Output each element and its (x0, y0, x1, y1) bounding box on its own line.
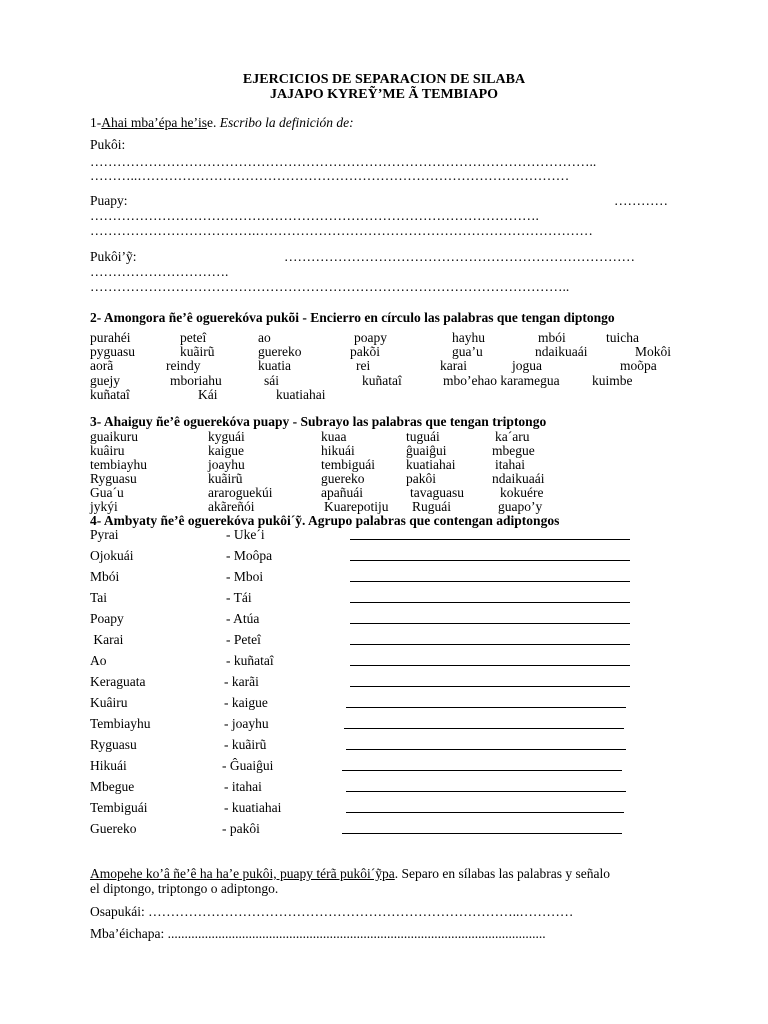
q5-field (90, 926, 546, 942)
q1-heading-guarani-tail: e. (206, 115, 217, 130)
q3-word[interactable]: pakôi (406, 471, 436, 486)
q4-right-word: - kaigue (224, 695, 268, 710)
q4-answer-line[interactable] (346, 812, 624, 813)
q4-left-word: Kuâiru (90, 695, 128, 710)
q5-field-label: Mba’éichapa: (90, 926, 165, 941)
q2-word[interactable]: rei (356, 358, 371, 373)
q4-answer-line[interactable] (344, 728, 624, 729)
q2-word[interactable]: guereko (258, 344, 302, 359)
q3-word[interactable]: kuâiru (90, 443, 125, 458)
q2-word[interactable]: peteî (180, 330, 207, 345)
q3-word[interactable]: akãreñói (208, 499, 255, 514)
q4-right-word: - Mboi (226, 569, 264, 584)
q3-word[interactable]: Ruguái (412, 499, 451, 514)
q4-answer-line[interactable] (350, 644, 630, 645)
q3-word[interactable]: Kuarepotiju (324, 499, 389, 514)
q4-left-word: Hikuái (90, 758, 127, 773)
q5-intro-line2: el diptongo, triptongo o adiptongo. (90, 881, 279, 896)
q4-left-word: Guereko (90, 821, 137, 836)
q2-word[interactable]: aorã (90, 358, 114, 373)
q2-word[interactable]: karai (440, 358, 467, 373)
page-title: EJERCICIOS DE SEPARACION DE SILABA (242, 72, 526, 87)
q3-word[interactable]: itahai (495, 457, 525, 472)
q4-right-word: - Atúa (226, 611, 260, 626)
q1-answer-line[interactable]: ……………………………….………………………………………………………………… (90, 223, 593, 238)
q3-word[interactable]: mbegue (492, 443, 535, 458)
q3-word[interactable]: guaikuru (90, 429, 138, 444)
q1-answer-line[interactable]: ………..…………………………………………………………………………………… (90, 168, 570, 183)
q2-word[interactable]: kuatiahai (276, 387, 326, 402)
q4-answer-line[interactable] (350, 539, 630, 540)
q4-right-word: - Uke´i (226, 527, 265, 542)
q4-answer-line[interactable] (350, 581, 630, 582)
q3-word[interactable]: ĝuaiĝui (406, 443, 447, 458)
q1-answer-line[interactable]: ………… (614, 193, 668, 208)
page-subtitle: JAJAPO KYREỸ’ME Ã TEMBIAPO (269, 87, 499, 102)
q3-word[interactable]: apañuái (321, 485, 363, 500)
q2-word[interactable]: jogua (512, 358, 542, 373)
q4-answer-line[interactable] (350, 560, 630, 561)
q4-answer-line[interactable] (346, 707, 626, 708)
q5-field (90, 904, 573, 920)
q2-word[interactable]: Kái (198, 387, 218, 402)
q2-word[interactable]: kuimbe (592, 373, 633, 388)
q4-right-word: - Moôpa (226, 548, 273, 563)
q4-right-word: - pakôi (222, 821, 260, 836)
q2-word[interactable]: mboriahu (170, 373, 222, 388)
q2-word[interactable]: gua’u (452, 344, 483, 359)
q1-answer-line[interactable]: …………………………………………………………………… (284, 249, 635, 264)
q3-word[interactable]: kyguái (208, 429, 245, 444)
q2-word[interactable]: kuñataî (90, 387, 130, 402)
q4-left-word: Karai (90, 632, 124, 647)
q2-word[interactable]: moõpa (620, 358, 657, 373)
q4-answer-line[interactable] (350, 665, 630, 666)
q1-heading-spanish: Escribo la definición de: (219, 115, 354, 130)
q3-word[interactable]: kuaa (321, 429, 347, 444)
q4-left-word: Keraguata (90, 674, 146, 689)
q5-field-label: Osapukái: (90, 904, 145, 919)
q3-word[interactable]: joayhu (208, 457, 245, 472)
q4-answer-line[interactable] (346, 791, 626, 792)
q3-word[interactable]: kokuére (500, 485, 544, 500)
q3-word[interactable]: hikuái (321, 443, 355, 458)
q4-right-word: - Tái (226, 590, 252, 605)
q2-word[interactable]: pyguasu (90, 344, 135, 359)
q4-answer-line[interactable] (350, 602, 630, 603)
q1-answer-line[interactable]: ………………………………………………………………………………………………….. (90, 154, 597, 169)
q2-word[interactable]: Mokôi (635, 344, 672, 359)
q4-left-word: Mbegue (90, 779, 135, 794)
q3-word[interactable]: tembiayhu (90, 457, 147, 472)
q4-right-word: - itahai (224, 779, 262, 794)
q5-field-answer[interactable]: ………………………………………………………………………..………… (148, 904, 574, 919)
q2-heading: 2- Amongora ñe’ê oguerekóva pukõi - Encierro en círculo las palabras que tengan diptongo (90, 310, 615, 325)
q4-right-word: - kuatiahai (224, 800, 282, 815)
q3-word[interactable]: araroguekúi (208, 485, 273, 500)
q2-word[interactable]: pakõi (350, 344, 380, 359)
q3-word[interactable]: kaigue (208, 443, 244, 458)
q4-right-word: - kuñataî (226, 653, 274, 668)
q3-heading: 3- Ahaiguy ñe’ê oguerekóva puapy - Subrayo las palabras que tengan triptongo (90, 414, 547, 429)
q4-left-word: Tembiguái (90, 800, 148, 815)
q4-answer-line[interactable] (350, 623, 630, 624)
q4-right-word: - karãi (224, 674, 259, 689)
q3-word[interactable]: ka´aru (495, 429, 530, 444)
q1-heading-guarani: Ahai mba’épa he’is (101, 115, 207, 130)
q1-answer-line[interactable]: …………………………. (90, 264, 229, 279)
q3-word[interactable]: kuatiahai (406, 457, 456, 472)
q4-right-word: - Peteî (226, 632, 261, 647)
q4-answer-line[interactable] (350, 686, 630, 687)
q3-word[interactable]: guapo’y (498, 499, 543, 514)
q2-word[interactable]: kuãirũ (180, 344, 215, 359)
q5-field-answer[interactable]: ................................................................................................................ (167, 926, 546, 941)
q2-word[interactable]: mbói (538, 330, 566, 345)
q4-left-word: Ryguasu (90, 737, 137, 752)
q3-word[interactable]: tembiguái (321, 457, 375, 472)
q4-left-word: Ojokuái (90, 548, 134, 563)
q1-number: 1- (90, 115, 102, 130)
q4-left-word: Poapy (90, 611, 124, 626)
q2-word[interactable]: poapy (354, 330, 387, 345)
q4-left-word: Mbói (90, 569, 120, 584)
q2-word[interactable]: sái (264, 373, 279, 388)
q2-word[interactable]: purahéi (90, 330, 131, 345)
q2-word[interactable]: mbo’ehao karamegua (443, 373, 560, 388)
q4-right-word: - Ĝuaiĝui (222, 758, 274, 773)
q2-word[interactable]: reindy (166, 358, 201, 373)
q4-right-word: - joayhu (224, 716, 269, 731)
q2-word[interactable]: hayhu (452, 330, 485, 345)
q3-word[interactable]: Gua´u (90, 485, 124, 500)
q2-word[interactable]: kuatia (258, 358, 291, 373)
q1-item-label: Puapy: (90, 193, 128, 208)
q4-answer-line[interactable] (342, 770, 622, 771)
q2-word[interactable]: guejy (90, 373, 120, 388)
q2-word[interactable]: ndaikuaái (535, 344, 588, 359)
q3-word[interactable]: ndaikuaái (492, 471, 545, 486)
q5-intro (90, 866, 610, 882)
q3-word[interactable]: guereko (321, 471, 365, 486)
q5-intro-spanish: . Separo en sílabas las palabras y señalo (394, 866, 610, 881)
q4-right-word: - kuãirũ (224, 737, 267, 752)
q4-left-word: Ao (90, 653, 107, 668)
q1-heading (90, 115, 354, 131)
q3-word[interactable]: tuguái (406, 429, 440, 444)
q4-left-word: Tembiayhu (90, 716, 151, 731)
q2-word[interactable]: ao (258, 330, 271, 345)
q1-answer-line[interactable]: ………………………………………………………………………………………. (90, 208, 539, 223)
q4-heading: 4- Ambyaty ñe’ê oguerekóva pukôi´ỹ. Agrupo palabras que contengan adiptongos (90, 513, 560, 528)
q1-item-label: Pukôi: (90, 137, 126, 152)
q1-item-label: Pukôi’ỹ: (90, 249, 137, 264)
q1-answer-line[interactable]: …………………………………………………………………………………………….. (90, 279, 570, 294)
q3-word[interactable]: kuãirũ (208, 471, 243, 486)
q2-word[interactable]: kuñataî (362, 373, 402, 388)
q5-intro-guarani: Amopehe ko’â ñe’ê ha ha’e pukôi, puapy térã pukôi´ỹpa (90, 866, 395, 881)
q3-word[interactable]: jykýi (90, 499, 118, 514)
q3-word[interactable]: tavaguasu (410, 485, 464, 500)
q4-left-word: Pyrai (90, 527, 119, 542)
q2-word[interactable]: tuicha (606, 330, 639, 345)
q4-answer-line[interactable] (346, 749, 626, 750)
q3-word[interactable]: Ryguasu (90, 471, 137, 486)
q4-answer-line[interactable] (342, 833, 622, 834)
q4-left-word: Tai (90, 590, 108, 605)
